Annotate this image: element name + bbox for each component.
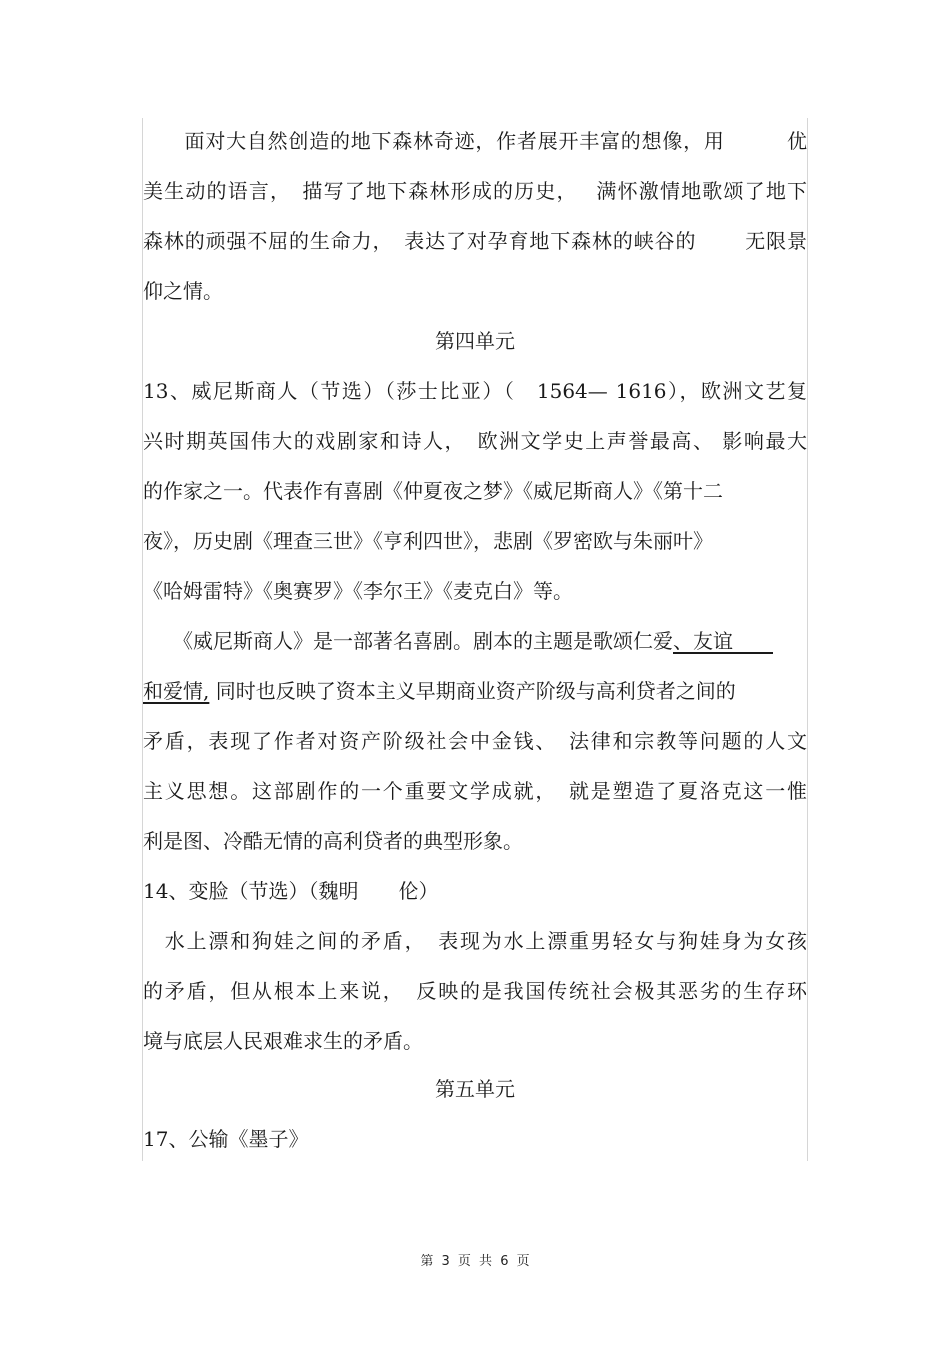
- merchant-line-2-text: 同时也反映了资本主义早期商业资产阶级与高利贷者之间的: [209, 679, 736, 703]
- merchant-paragraph-line-4: 主义思想。这部剧作的一个重要文学成就， 就是塑造了夏洛克这一惟: [143, 779, 807, 803]
- merchant-paragraph-line-1: [143, 626, 807, 656]
- merchant-paragraph-line-2: [143, 676, 807, 706]
- paragraph-1-line-1: 面对大自然创造的地下森林奇迹，作者展开丰富的想像，用 优: [143, 129, 807, 153]
- merchant-paragraph-line-5: 利是图、冷酷无情的高利贷者的典型形象。: [143, 829, 523, 853]
- paragraph-1-line-4: 仰之情。: [143, 279, 223, 303]
- page-number: 第 3 页 共 6 页: [420, 1254, 530, 1269]
- page-content: [142, 118, 808, 1161]
- lesson-14-line-1: 水上漂和狗娃之间的矛盾， 表现为水上漂重男轻女与狗娃身为女孩: [143, 929, 807, 953]
- merchant-underlined-text-2: 和爱情,: [143, 679, 210, 703]
- merchant-underlined-text-1: 、友谊: [673, 629, 773, 653]
- lesson-17-title: 17、公输《墨子》: [143, 1127, 309, 1151]
- lesson-13-line-3: 的作家之一。代表作有喜剧《仲夏夜之梦》《威尼斯商人》《第十二: [143, 479, 723, 503]
- unit-4-heading: 第四单元: [435, 329, 515, 353]
- paragraph-1-line-3: 森林的顽强不屈的生命力， 表达了对孕育地下森林的峡谷的 无限景: [143, 229, 807, 253]
- lesson-13-line-4: 夜》，历史剧《理查三世》《亨利四世》，悲剧《罗密欧与朱丽叶》: [143, 529, 713, 553]
- merchant-paragraph-line-3: 矛盾，表现了作者对资产阶级社会中金钱、 法律和宗教等问题的人文: [143, 729, 807, 753]
- lesson-13-line-2: 兴时期英国伟大的戏剧家和诗人， 欧洲文学史上声誉最高、 影响最大: [143, 429, 807, 453]
- lesson-14-title: 14、变脸（节选）（魏明 伦）: [143, 879, 439, 903]
- lesson-13-line-1: 13、威尼斯商人（节选）（莎士比亚）（ 1564— 1616），欧洲文艺复: [143, 379, 807, 403]
- unit-5-heading: 第五单元: [435, 1077, 515, 1101]
- lesson-14-line-2: 的矛盾，但从根本上来说， 反映的是我国传统社会极其恶劣的生存环: [143, 979, 807, 1003]
- paragraph-1-line-2: 美生动的语言， 描写了地下森林形成的历史， 满怀激情地歌颂了地下: [143, 179, 807, 203]
- lesson-14-line-3: 境与底层人民艰难求生的矛盾。: [143, 1029, 423, 1053]
- merchant-line-1-text: 《威尼斯商人》是一部著名喜剧。剧本的主题是歌颂仁爱: [143, 629, 673, 653]
- lesson-13-line-5: 《哈姆雷特》《奥赛罗》《李尔王》《麦克白》等。: [143, 579, 573, 603]
